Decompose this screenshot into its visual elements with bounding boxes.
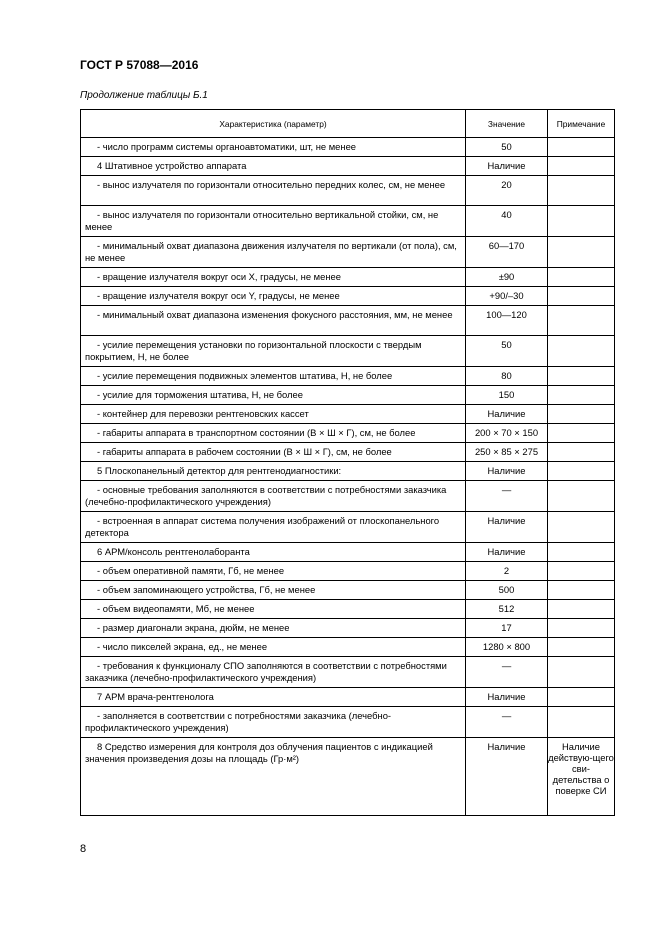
cell-characteristic: - габариты аппарата в рабочем состоянии (В × Ш × Г), см, не более	[81, 443, 466, 462]
cell-value: 60—170	[466, 237, 548, 268]
cell-characteristic: - объем оперативной памяти, Гб, не менее	[81, 562, 466, 581]
table-row	[81, 707, 615, 738]
table-row	[81, 688, 615, 707]
table-row	[81, 738, 615, 816]
cell-note	[548, 512, 615, 543]
cell-value: —	[466, 481, 548, 512]
table-row	[81, 336, 615, 367]
cell-characteristic: - размер диагонали экрана, дюйм, не менее	[81, 619, 466, 638]
table-row	[81, 268, 615, 287]
cell-characteristic: - вынос излучателя по горизонтали относительно передних колес, см, не менее	[81, 176, 466, 206]
table-row	[81, 543, 615, 562]
table-row	[81, 386, 615, 405]
cell-characteristic: - требования к функционалу СПО заполняются в соответствии с потребностями заказчика (лечебно-профилактического учреждения)	[81, 657, 466, 688]
cell-characteristic: - вращение излучателя вокруг оси X, градусы, не менее	[81, 268, 466, 287]
table-row	[81, 367, 615, 386]
cell-note	[548, 481, 615, 512]
cell-value: 1280 × 800	[466, 638, 548, 657]
cell-note	[548, 462, 615, 481]
cell-characteristic: - вынос излучателя по горизонтали относительно вертикальной стойки, см, не менее	[81, 206, 466, 237]
page-number: 8	[80, 843, 87, 855]
cell-value: 200 × 70 × 150	[466, 424, 548, 443]
table-row	[81, 619, 615, 638]
cell-note	[548, 443, 615, 462]
table-row	[81, 443, 615, 462]
cell-note	[548, 176, 615, 206]
cell-note	[548, 424, 615, 443]
table-row	[81, 462, 615, 481]
table-row	[81, 287, 615, 306]
cell-note: Наличие действую-щего сви-детельства о поверке СИ	[548, 738, 615, 816]
cell-value: Наличие	[466, 738, 548, 816]
cell-note	[548, 581, 615, 600]
table-row	[81, 138, 615, 157]
cell-note	[548, 138, 615, 157]
cell-value: 500	[466, 581, 548, 600]
cell-note	[548, 237, 615, 268]
cell-note	[548, 619, 615, 638]
cell-note	[548, 600, 615, 619]
table-row	[81, 600, 615, 619]
table-row	[81, 237, 615, 268]
table-row	[81, 581, 615, 600]
header-note: Примечание	[548, 110, 615, 138]
table-row	[81, 657, 615, 688]
cell-value: Наличие	[466, 462, 548, 481]
cell-value: 50	[466, 138, 548, 157]
cell-value: 20	[466, 176, 548, 206]
table-caption: Продолжение таблицы Б.1	[80, 90, 208, 101]
header-characteristic: Характеристика (параметр)	[81, 110, 466, 138]
cell-value: —	[466, 657, 548, 688]
cell-characteristic: - число пикселей экрана, ед., не менее	[81, 638, 466, 657]
cell-characteristic: - минимальный охват диапазона движения излучателя по вертикали (от пола), см, не менее	[81, 237, 466, 268]
cell-value: 250 × 85 × 275	[466, 443, 548, 462]
cell-note	[548, 405, 615, 424]
cell-characteristic: - заполняется в соответствии с потребностями заказчика (лечебно-профилактического учреждения)	[81, 707, 466, 738]
cell-note	[548, 206, 615, 237]
cell-characteristic: - вращение излучателя вокруг оси Y, градусы, не менее	[81, 287, 466, 306]
cell-value: 17	[466, 619, 548, 638]
spec-table	[80, 109, 615, 816]
table-header-row	[81, 110, 615, 138]
cell-note	[548, 268, 615, 287]
table-row	[81, 481, 615, 512]
table-row	[81, 562, 615, 581]
cell-note	[548, 543, 615, 562]
table-row	[81, 424, 615, 443]
cell-note	[548, 638, 615, 657]
cell-characteristic: 7 АРМ врача-рентгенолога	[81, 688, 466, 707]
table-row	[81, 638, 615, 657]
table-row	[81, 157, 615, 176]
table-row	[81, 405, 615, 424]
cell-value: Наличие	[466, 543, 548, 562]
cell-characteristic: - основные требования заполняются в соответствии с потребностями заказчика (лечебно-профилактического учреждения)	[81, 481, 466, 512]
cell-value: Наличие	[466, 405, 548, 424]
cell-note	[548, 562, 615, 581]
table-row	[81, 176, 615, 206]
cell-value: 150	[466, 386, 548, 405]
cell-characteristic: - контейнер для перевозки рентгеновских кассет	[81, 405, 466, 424]
cell-value: Наличие	[466, 688, 548, 707]
cell-characteristic: - усилие для торможения штатива, Н, не более	[81, 386, 466, 405]
cell-note	[548, 657, 615, 688]
cell-value: ±90	[466, 268, 548, 287]
cell-note	[548, 287, 615, 306]
cell-note	[548, 688, 615, 707]
cell-value: 512	[466, 600, 548, 619]
document-title: ГОСТ Р 57088—2016	[80, 58, 199, 72]
cell-value: Наличие	[466, 157, 548, 176]
table-row	[81, 512, 615, 543]
cell-value: +90/–30	[466, 287, 548, 306]
cell-value: Наличие	[466, 512, 548, 543]
cell-characteristic: 6 АРМ/консоль рентгенолаборанта	[81, 543, 466, 562]
table-row	[81, 306, 615, 336]
cell-note	[548, 386, 615, 405]
header-value: Значение	[466, 110, 548, 138]
cell-value: 40	[466, 206, 548, 237]
cell-value: 80	[466, 367, 548, 386]
cell-value: 2	[466, 562, 548, 581]
cell-note	[548, 336, 615, 367]
cell-characteristic: - усилие перемещения установки по горизонтальной плоскости с твердым покрытием, Н, не более	[81, 336, 466, 367]
cell-characteristic: - объем запоминающего устройства, Гб, не менее	[81, 581, 466, 600]
cell-characteristic: 4 Штативное устройство аппарата	[81, 157, 466, 176]
cell-characteristic: - габариты аппарата в транспортном состоянии (В × Ш × Г), см, не более	[81, 424, 466, 443]
cell-value: 50	[466, 336, 548, 367]
cell-characteristic: - усилие перемещения подвижных элементов штатива, Н, не более	[81, 367, 466, 386]
cell-note	[548, 306, 615, 336]
cell-characteristic: - число программ системы органоавтоматики, шт, не менее	[81, 138, 466, 157]
cell-value: 100—120	[466, 306, 548, 336]
cell-value: —	[466, 707, 548, 738]
cell-note	[548, 367, 615, 386]
cell-characteristic: - встроенная в аппарат система получения изображений от плоскопанельного детектора	[81, 512, 466, 543]
cell-note	[548, 157, 615, 176]
table-row	[81, 206, 615, 237]
cell-characteristic: - минимальный охват диапазона изменения фокусного расстояния, мм, не менее	[81, 306, 466, 336]
cell-characteristic: 5 Плоскопанельный детектор для рентгенодиагностики:	[81, 462, 466, 481]
cell-characteristic: - объем видеопамяти, Мб, не менее	[81, 600, 466, 619]
cell-characteristic: 8 Средство измерения для контроля доз облучения пациентов с индикацией значения произведения дозы на площадь (Гр·м²)	[81, 738, 466, 816]
cell-note	[548, 707, 615, 738]
